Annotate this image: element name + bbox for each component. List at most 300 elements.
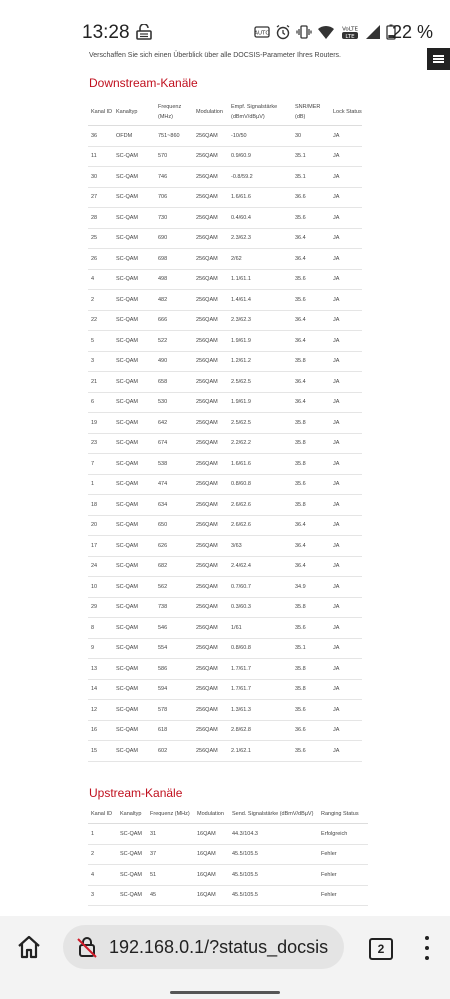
- downstream-table-row: [88, 536, 362, 557]
- upstream-header-cell: Send. Signalstärke (dBmV/dBµV): [229, 804, 318, 824]
- downstream-table-cell: 26: [88, 249, 113, 270]
- downstream-table-cell: 2/62: [228, 249, 292, 270]
- downstream-table-cell: 30: [292, 126, 330, 147]
- downstream-table-row: [88, 146, 362, 167]
- downstream-table-cell: 256QAM: [193, 536, 228, 557]
- downstream-table-cell: 256QAM: [193, 269, 228, 290]
- downstream-table-cell: 21: [88, 372, 113, 393]
- downstream-table-cell: JA: [330, 454, 362, 475]
- downstream-table-row: [88, 700, 362, 721]
- upstream-body: [88, 824, 368, 906]
- battery-percentage: 22 %: [392, 22, 434, 42]
- downstream-table-cell: 35.6: [292, 700, 330, 721]
- downstream-table-cell: JA: [330, 351, 362, 372]
- downstream-table-cell: SC-QAM: [113, 597, 155, 618]
- alarm-icon: [275, 24, 291, 40]
- downstream-table-cell: SC-QAM: [113, 187, 155, 208]
- downstream-table-cell: SC-QAM: [113, 577, 155, 598]
- downstream-table-row: [88, 720, 362, 741]
- upstream-table-cell: 16QAM: [194, 865, 229, 886]
- downstream-table-cell: SC-QAM: [113, 515, 155, 536]
- gesture-bar: [0, 986, 450, 999]
- downstream-table-cell: SC-QAM: [113, 556, 155, 577]
- downstream-table-cell: JA: [330, 269, 362, 290]
- downstream-table-cell: 35.8: [292, 495, 330, 516]
- downstream-table-cell: 256QAM: [193, 433, 228, 454]
- downstream-table-cell: 16: [88, 720, 113, 741]
- downstream-table-cell: 35.6: [292, 474, 330, 495]
- downstream-table-cell: 36.4: [292, 331, 330, 352]
- downstream-table-cell: 36.4: [292, 536, 330, 557]
- upstream-header-cell: Modulation: [194, 804, 229, 824]
- downstream-table-cell: 35.1: [292, 146, 330, 167]
- downstream-table-cell: 570: [155, 146, 193, 167]
- downstream-table-cell: -0.8/59.2: [228, 167, 292, 188]
- downstream-table-cell: 3/63: [228, 536, 292, 557]
- downstream-table-cell: 35.8: [292, 413, 330, 434]
- downstream-table-cell: SC-QAM: [113, 700, 155, 721]
- more-dot-icon: [425, 946, 429, 950]
- downstream-table-cell: 666: [155, 310, 193, 331]
- upstream-table-cell: 4: [88, 865, 117, 886]
- downstream-table-cell: SC-QAM: [113, 228, 155, 249]
- downstream-table-cell: 256QAM: [193, 515, 228, 536]
- tabs-button[interactable]: [369, 938, 393, 960]
- secure-lock-icon: [135, 24, 153, 40]
- downstream-table-cell: 0.3/60.3: [228, 597, 292, 618]
- downstream-table-cell: 256QAM: [193, 351, 228, 372]
- downstream-table-cell: JA: [330, 126, 362, 147]
- upstream-header-row: [88, 804, 368, 824]
- upstream-table-cell: 45.5/105.5: [229, 865, 318, 886]
- downstream-table-cell: 658: [155, 372, 193, 393]
- downstream-table-cell: JA: [330, 597, 362, 618]
- downstream-header-cell: Empf. Signalstärke (dBmV/dBµV): [228, 98, 292, 126]
- downstream-table-cell: 490: [155, 351, 193, 372]
- downstream-table-cell: 18: [88, 495, 113, 516]
- upstream-table-cell: 2: [88, 844, 117, 865]
- downstream-table-row: [88, 679, 362, 700]
- upstream-title: Upstream-Kanäle: [89, 786, 183, 800]
- browser-toolbar: [0, 916, 450, 986]
- upstream-table-cell: 45: [147, 885, 194, 906]
- downstream-table-cell: JA: [330, 413, 362, 434]
- upstream-header-cell: Kanaltyp: [117, 804, 147, 824]
- downstream-table-cell: 498: [155, 269, 193, 290]
- downstream-table-cell: 1.9/61.9: [228, 392, 292, 413]
- downstream-table-cell: 586: [155, 659, 193, 680]
- downstream-table-cell: 256QAM: [193, 310, 228, 331]
- downstream-table-cell: 22: [88, 310, 113, 331]
- upstream-header-cell: Ranging Status: [318, 804, 368, 824]
- downstream-table-cell: 256QAM: [193, 413, 228, 434]
- downstream-table-row: [88, 413, 362, 434]
- home-button[interactable]: [16, 935, 42, 959]
- downstream-table-cell: 35.8: [292, 433, 330, 454]
- upstream-table: [88, 804, 368, 906]
- downstream-table-cell: 36.4: [292, 249, 330, 270]
- downstream-table-cell: 642: [155, 413, 193, 434]
- downstream-table-row: [88, 269, 362, 290]
- downstream-table-cell: 1.6/61.6: [228, 187, 292, 208]
- downstream-table-cell: SC-QAM: [113, 433, 155, 454]
- downstream-table-row: [88, 577, 362, 598]
- downstream-table-cell: JA: [330, 556, 362, 577]
- downstream-table-cell: SC-QAM: [113, 249, 155, 270]
- menu-button[interactable]: [427, 48, 450, 70]
- upstream-table-cell: 51: [147, 865, 194, 886]
- downstream-table-cell: JA: [330, 474, 362, 495]
- downstream-table-row: [88, 290, 362, 311]
- downstream-table-cell: 256QAM: [193, 700, 228, 721]
- downstream-table-cell: 256QAM: [193, 372, 228, 393]
- downstream-table-cell: 482: [155, 290, 193, 311]
- downstream-table-cell: 7: [88, 454, 113, 475]
- upstream-table-row: [88, 824, 368, 845]
- downstream-table-cell: SC-QAM: [113, 310, 155, 331]
- downstream-table-cell: SC-QAM: [113, 454, 155, 475]
- downstream-header-cell: Lock Status: [330, 98, 362, 126]
- downstream-table-cell: 2.3/62.3: [228, 228, 292, 249]
- upstream-table-cell: SC-QAM: [117, 824, 147, 845]
- downstream-table-cell: 23: [88, 433, 113, 454]
- downstream-table-cell: 730: [155, 208, 193, 229]
- downstream-table-cell: 546: [155, 618, 193, 639]
- downstream-table-cell: 706: [155, 187, 193, 208]
- downstream-table-cell: 256QAM: [193, 454, 228, 475]
- downstream-table-cell: 30: [88, 167, 113, 188]
- downstream-table-cell: 1.6/61.6: [228, 454, 292, 475]
- downstream-table-cell: 1.7/61.7: [228, 679, 292, 700]
- downstream-table-cell: JA: [330, 536, 362, 557]
- downstream-table-cell: 256QAM: [193, 495, 228, 516]
- downstream-header-cell: Modulation: [193, 98, 228, 126]
- downstream-table-cell: 682: [155, 556, 193, 577]
- downstream-title: Downstream-Kanäle: [89, 76, 198, 90]
- downstream-table-cell: 2.5/62.5: [228, 413, 292, 434]
- downstream-table-row: [88, 597, 362, 618]
- upstream-table-cell: SC-QAM: [117, 885, 147, 906]
- downstream-table-cell: SC-QAM: [113, 720, 155, 741]
- downstream-table-cell: 5: [88, 331, 113, 352]
- downstream-table-cell: 20: [88, 515, 113, 536]
- downstream-table-cell: SC-QAM: [113, 413, 155, 434]
- downstream-header-cell: SNR/MER (dB): [292, 98, 330, 126]
- downstream-table-cell: JA: [330, 659, 362, 680]
- downstream-table-cell: 36.4: [292, 515, 330, 536]
- upstream-table-cell: 44.3/104.3: [229, 824, 318, 845]
- upstream-table-cell: Fehler: [318, 865, 368, 886]
- downstream-table-cell: 634: [155, 495, 193, 516]
- downstream-table-cell: 36.4: [292, 556, 330, 577]
- downstream-table-cell: 1.2/61.2: [228, 351, 292, 372]
- downstream-table-cell: SC-QAM: [113, 331, 155, 352]
- upstream-table-cell: 3: [88, 885, 117, 906]
- downstream-table-cell: 28: [88, 208, 113, 229]
- downstream-table-cell: JA: [330, 167, 362, 188]
- downstream-table-cell: 256QAM: [193, 331, 228, 352]
- status-time: 13:28: [82, 22, 130, 43]
- downstream-table-cell: 34.9: [292, 577, 330, 598]
- downstream-table-cell: 1/61: [228, 618, 292, 639]
- downstream-table-cell: 626: [155, 536, 193, 557]
- downstream-table-cell: JA: [330, 720, 362, 741]
- downstream-table-row: [88, 126, 362, 147]
- downstream-table-cell: 554: [155, 638, 193, 659]
- downstream-table-cell: 256QAM: [193, 597, 228, 618]
- downstream-table-cell: 256QAM: [193, 249, 228, 270]
- downstream-table-cell: 35.6: [292, 741, 330, 762]
- downstream-table-row: [88, 638, 362, 659]
- downstream-table-cell: 13: [88, 659, 113, 680]
- downstream-table-cell: SC-QAM: [113, 618, 155, 639]
- downstream-table-cell: SC-QAM: [113, 474, 155, 495]
- url-text: 192.168.0.1/?status_docsis: [109, 937, 329, 957]
- downstream-table-row: [88, 659, 362, 680]
- downstream-table-cell: 256QAM: [193, 228, 228, 249]
- downstream-table-cell: 36.4: [292, 372, 330, 393]
- downstream-table-cell: 29: [88, 597, 113, 618]
- downstream-table-cell: SC-QAM: [113, 167, 155, 188]
- downstream-table-cell: JA: [330, 515, 362, 536]
- upstream-header-cell: Kanal ID: [88, 804, 117, 824]
- downstream-table-cell: 256QAM: [193, 126, 228, 147]
- downstream-table-cell: 36: [88, 126, 113, 147]
- downstream-table-cell: SC-QAM: [113, 741, 155, 762]
- address-bar[interactable]: [63, 925, 344, 969]
- downstream-table-cell: 35.8: [292, 679, 330, 700]
- downstream-table-row: [88, 556, 362, 577]
- svg-text:VoLTE: VoLTE: [342, 26, 358, 33]
- upstream-table-cell: SC-QAM: [117, 865, 147, 886]
- downstream-table-cell: JA: [330, 433, 362, 454]
- downstream-table-row: [88, 208, 362, 229]
- more-dot-icon: [425, 936, 429, 940]
- volte-icon: [340, 24, 360, 40]
- downstream-table-cell: SC-QAM: [113, 536, 155, 557]
- downstream-table-cell: 751~860: [155, 126, 193, 147]
- downstream-table-cell: 650: [155, 515, 193, 536]
- downstream-table-cell: 2.1/62.1: [228, 741, 292, 762]
- downstream-body: [88, 126, 362, 762]
- more-options-button[interactable]: [424, 936, 430, 960]
- downstream-header-row: [88, 98, 362, 126]
- downstream-table-cell: 0.8/60.8: [228, 638, 292, 659]
- downstream-table-cell: 746: [155, 167, 193, 188]
- downstream-table-cell: 36.6: [292, 187, 330, 208]
- upstream-table-row: [88, 885, 368, 906]
- downstream-table-cell: 256QAM: [193, 146, 228, 167]
- downstream-table-cell: 256QAM: [193, 638, 228, 659]
- downstream-table-cell: 618: [155, 720, 193, 741]
- upstream-table-cell: 1: [88, 824, 117, 845]
- downstream-table-cell: 2.6/62.6: [228, 515, 292, 536]
- downstream-table-cell: 6: [88, 392, 113, 413]
- downstream-table-cell: SC-QAM: [113, 659, 155, 680]
- downstream-table-cell: 2.3/62.3: [228, 310, 292, 331]
- downstream-table-cell: 35.6: [292, 269, 330, 290]
- downstream-table-cell: 1.4/61.4: [228, 290, 292, 311]
- downstream-table-cell: 10: [88, 577, 113, 598]
- signal-icon: [365, 24, 381, 40]
- upstream-table-cell: 16QAM: [194, 824, 229, 845]
- downstream-table-row: [88, 331, 362, 352]
- downstream-table-cell: SC-QAM: [113, 638, 155, 659]
- downstream-table-cell: 19: [88, 413, 113, 434]
- home-icon: [16, 935, 42, 959]
- downstream-table-cell: JA: [330, 208, 362, 229]
- downstream-table-cell: 35.6: [292, 290, 330, 311]
- downstream-table-cell: 2.2/62.2: [228, 433, 292, 454]
- downstream-table-cell: JA: [330, 679, 362, 700]
- downstream-table-cell: 35.8: [292, 351, 330, 372]
- downstream-table-row: [88, 167, 362, 188]
- downstream-table-cell: JA: [330, 146, 362, 167]
- downstream-table-cell: 35.6: [292, 208, 330, 229]
- downstream-table-cell: 36.6: [292, 720, 330, 741]
- gesture-handle: [170, 991, 280, 994]
- upstream-table-row: [88, 865, 368, 886]
- downstream-table-cell: 0.9/60.9: [228, 146, 292, 167]
- more-dot-icon: [425, 956, 429, 960]
- downstream-table-cell: JA: [330, 495, 362, 516]
- upstream-table-cell: 45.5/105.5: [229, 885, 318, 906]
- wifi-icon: [317, 24, 335, 40]
- downstream-table-cell: 530: [155, 392, 193, 413]
- upstream-table-cell: Fehler: [318, 885, 368, 906]
- downstream-table-row: [88, 495, 362, 516]
- downstream-table-cell: 256QAM: [193, 290, 228, 311]
- downstream-table-cell: 1.9/61.9: [228, 331, 292, 352]
- downstream-table-cell: 17: [88, 536, 113, 557]
- downstream-table-cell: 1.1/61.1: [228, 269, 292, 290]
- downstream-table-cell: 35.8: [292, 597, 330, 618]
- downstream-table-cell: 562: [155, 577, 193, 598]
- downstream-table-row: [88, 392, 362, 413]
- downstream-table-cell: OFDM: [113, 126, 155, 147]
- downstream-table-row: [88, 351, 362, 372]
- downstream-table-cell: JA: [330, 249, 362, 270]
- downstream-table-cell: JA: [330, 228, 362, 249]
- downstream-table-cell: 698: [155, 249, 193, 270]
- downstream-header-cell: Kanaltyp: [113, 98, 155, 126]
- downstream-table-cell: 256QAM: [193, 167, 228, 188]
- downstream-table-cell: 256QAM: [193, 577, 228, 598]
- downstream-table-cell: 2.5/62.5: [228, 372, 292, 393]
- downstream-table-cell: 14: [88, 679, 113, 700]
- downstream-table-cell: 36.4: [292, 310, 330, 331]
- downstream-table-cell: 256QAM: [193, 720, 228, 741]
- status-icons: [254, 22, 396, 42]
- upstream-table-cell: 16QAM: [194, 844, 229, 865]
- downstream-table-cell: 2.6/62.6: [228, 495, 292, 516]
- downstream-table-cell: SC-QAM: [113, 392, 155, 413]
- upstream-table-cell: 16QAM: [194, 885, 229, 906]
- downstream-table-cell: 256QAM: [193, 679, 228, 700]
- downstream-header-cell: Frequenz (MHz): [155, 98, 193, 126]
- downstream-table-cell: 3: [88, 351, 113, 372]
- downstream-table-cell: JA: [330, 700, 362, 721]
- downstream-table-cell: 256QAM: [193, 208, 228, 229]
- downstream-table-row: [88, 618, 362, 639]
- downstream-table-cell: 256QAM: [193, 556, 228, 577]
- downstream-table-cell: JA: [330, 331, 362, 352]
- downstream-table-row: [88, 310, 362, 331]
- tab-count: 2: [377, 942, 385, 956]
- downstream-table-cell: 35.1: [292, 167, 330, 188]
- downstream-table-cell: 256QAM: [193, 618, 228, 639]
- downstream-table-cell: SC-QAM: [113, 290, 155, 311]
- downstream-table-cell: 256QAM: [193, 392, 228, 413]
- downstream-table-row: [88, 454, 362, 475]
- downstream-table-cell: 25: [88, 228, 113, 249]
- downstream-table-cell: 256QAM: [193, 474, 228, 495]
- downstream-table-row: [88, 187, 362, 208]
- downstream-table-row: [88, 433, 362, 454]
- downstream-table-cell: 2.4/62.4: [228, 556, 292, 577]
- downstream-table: [88, 98, 362, 762]
- downstream-table-cell: SC-QAM: [113, 372, 155, 393]
- downstream-table-cell: 0.4/60.4: [228, 208, 292, 229]
- downstream-table-cell: 256QAM: [193, 741, 228, 762]
- downstream-table-cell: JA: [330, 618, 362, 639]
- downstream-table-cell: 522: [155, 331, 193, 352]
- upstream-table-cell: 45.5/105.5: [229, 844, 318, 865]
- upstream-table-cell: 31: [147, 824, 194, 845]
- downstream-table-cell: 36.4: [292, 392, 330, 413]
- downstream-table-cell: 36.4: [292, 228, 330, 249]
- downstream-table-cell: JA: [330, 310, 362, 331]
- downstream-header-cell: Kanal ID: [88, 98, 113, 126]
- downstream-table-cell: 24: [88, 556, 113, 577]
- downstream-table-cell: 256QAM: [193, 187, 228, 208]
- downstream-table-cell: 27: [88, 187, 113, 208]
- downstream-table-cell: 594: [155, 679, 193, 700]
- downstream-table-cell: SC-QAM: [113, 146, 155, 167]
- upstream-table-cell: 37: [147, 844, 194, 865]
- upstream-table-cell: Fehler: [318, 844, 368, 865]
- page-content[interactable]: [0, 46, 450, 916]
- vibrate-icon: [296, 24, 312, 40]
- downstream-table-cell: SC-QAM: [113, 679, 155, 700]
- downstream-table-cell: 538: [155, 454, 193, 475]
- downstream-table-cell: -10/50: [228, 126, 292, 147]
- downstream-table-cell: 35.8: [292, 659, 330, 680]
- downstream-table-cell: JA: [330, 392, 362, 413]
- downstream-table-row: [88, 228, 362, 249]
- upstream-header-cell: Frequenz (MHz): [147, 804, 194, 824]
- upstream-table-cell: Erfolgreich: [318, 824, 368, 845]
- downstream-table-cell: JA: [330, 372, 362, 393]
- downstream-table-cell: 2: [88, 290, 113, 311]
- downstream-table-cell: 1.3/61.3: [228, 700, 292, 721]
- downstream-table-row: [88, 741, 362, 762]
- intro-text: Verschaffen Sie sich einen Überblick über alle DOCSIS-Parameter Ihres Routers.: [89, 52, 341, 59]
- downstream-table-cell: SC-QAM: [113, 495, 155, 516]
- downstream-table-cell: 0.7/60.7: [228, 577, 292, 598]
- downstream-table-cell: 2.8/62.8: [228, 720, 292, 741]
- downstream-table-cell: 35.1: [292, 638, 330, 659]
- downstream-table-cell: 15: [88, 741, 113, 762]
- downstream-table-cell: 578: [155, 700, 193, 721]
- downstream-table-row: [88, 515, 362, 536]
- upstream-table-row: [88, 844, 368, 865]
- downstream-table-cell: 11: [88, 146, 113, 167]
- downstream-table-cell: JA: [330, 290, 362, 311]
- downstream-table-cell: SC-QAM: [113, 208, 155, 229]
- insecure-lock-icon: [77, 936, 97, 958]
- downstream-table-row: [88, 249, 362, 270]
